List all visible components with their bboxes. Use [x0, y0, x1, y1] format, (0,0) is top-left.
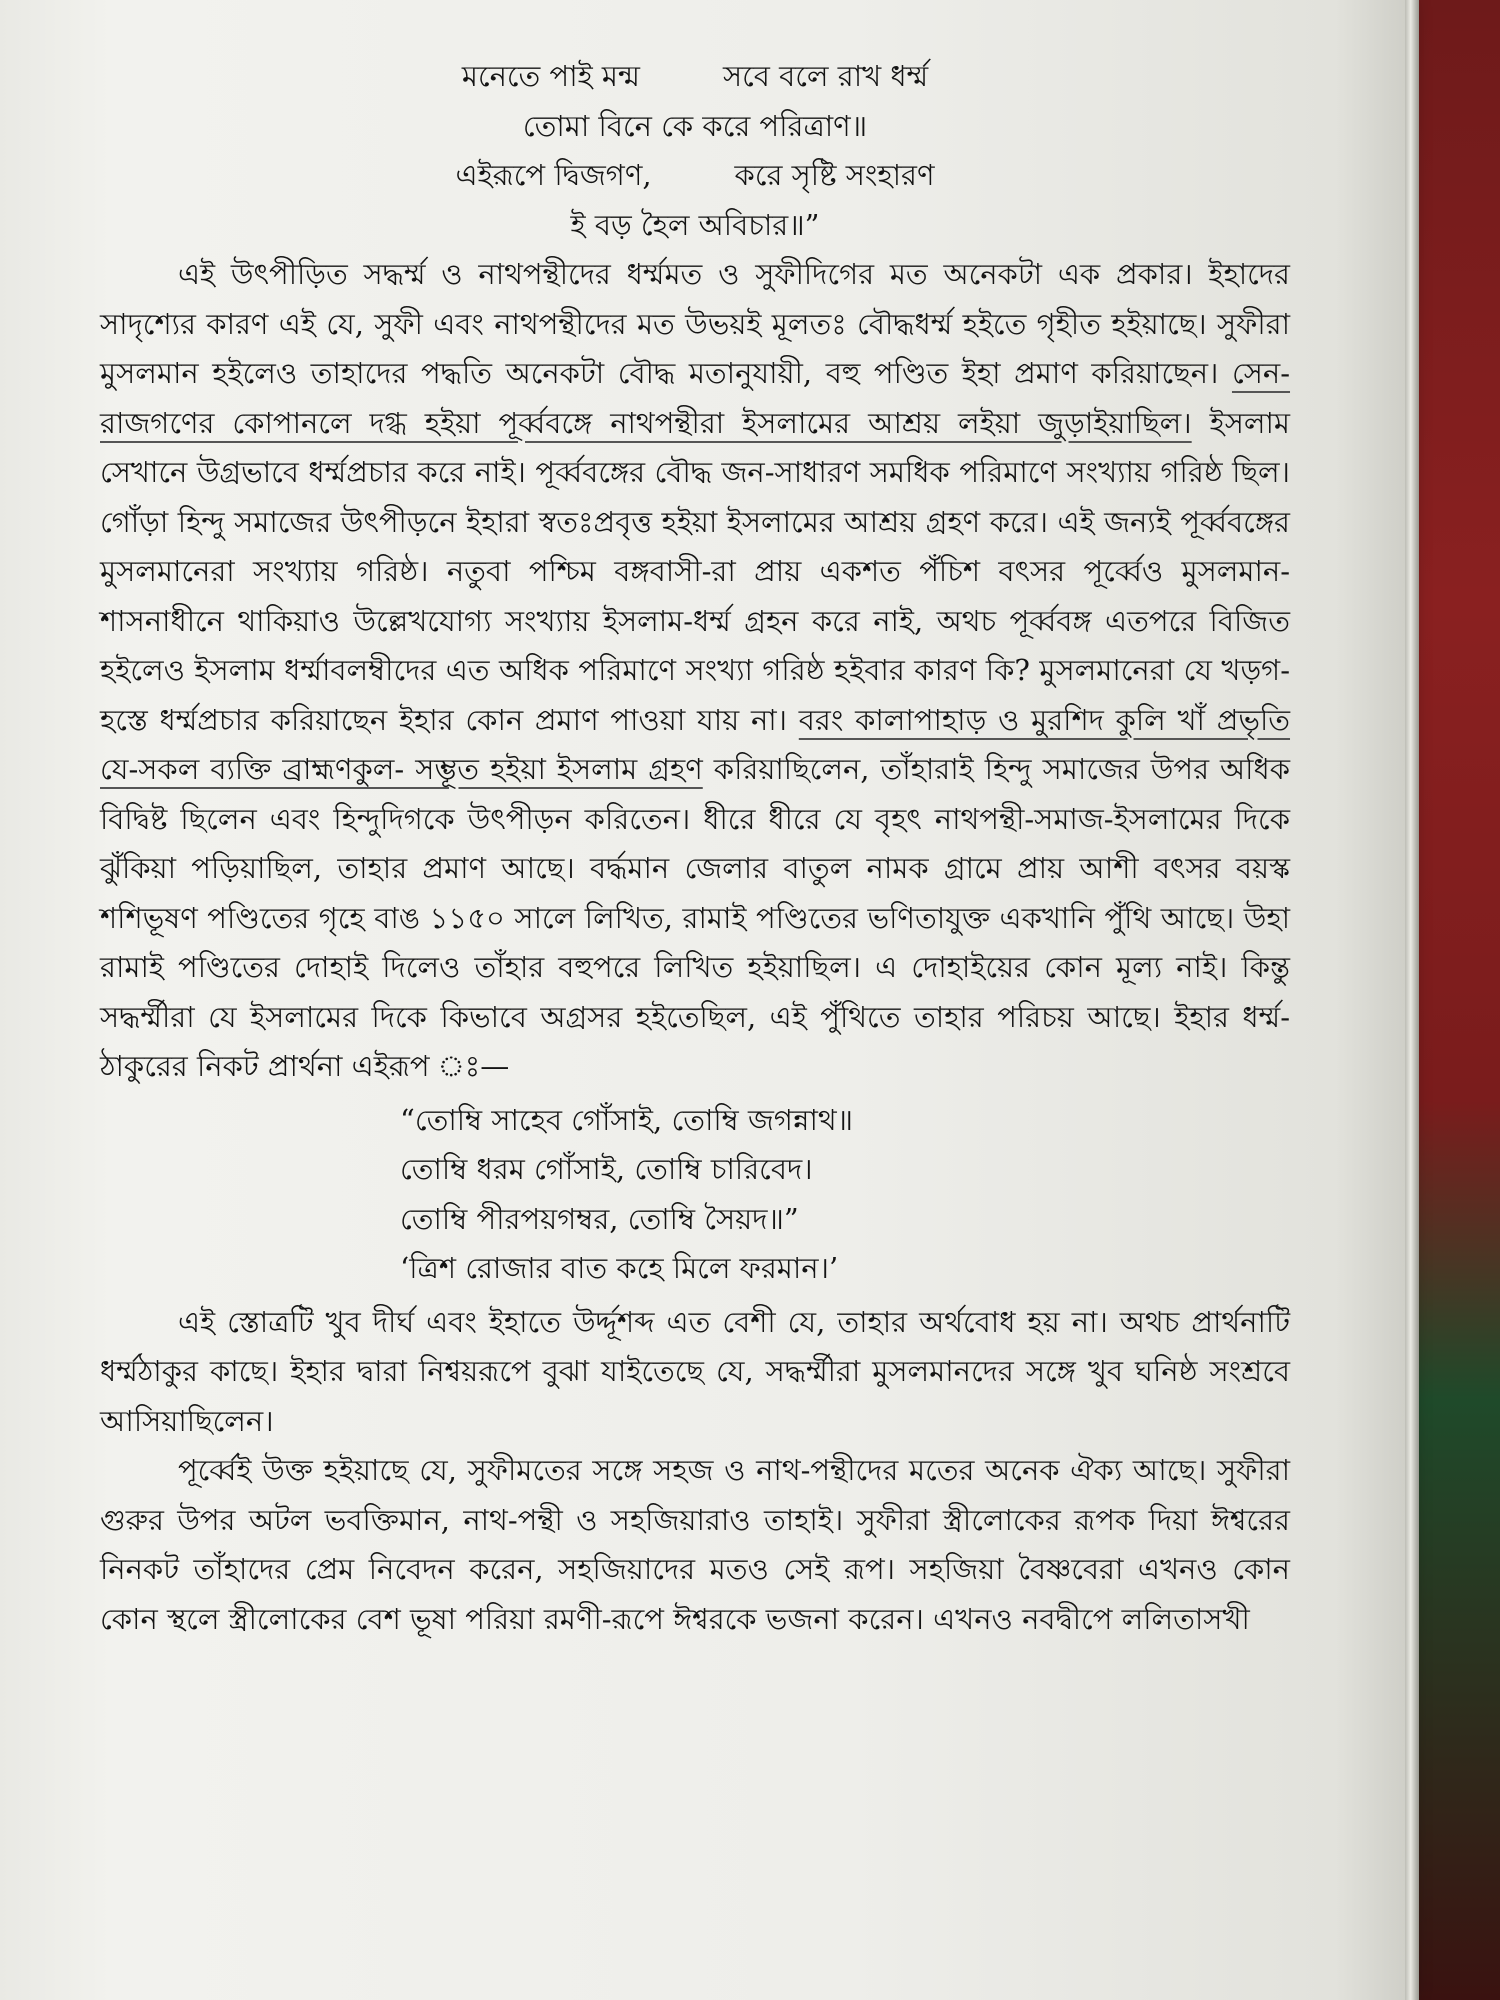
underlined-passage-1: সেন-রাজগণের কোপানলে দগ্ধ হইয়া পূর্ব্ববঙ্গে নাথপন্থীরা ইসলামের আশ্রয় লইয়া জুড়াইয়াছিল। — [100, 356, 1291, 440]
verse-line: তোম্বি পীরপয়গম্বর, তোম্বি সৈয়দ॥” — [400, 1201, 799, 1236]
paragraph-1 — [100, 250, 1290, 1092]
verse-line: “তোম্বি সাহেব গোঁসাই, তোম্বি জগন্নাথ॥ — [400, 1102, 854, 1137]
verse-line: তোম্বি ধরম গোঁসাই, তোম্বি চারিবেদ। — [400, 1152, 813, 1186]
verse-middle — [400, 1096, 1290, 1294]
verse-line: এইরূপে দ্বিজগণ, করে সৃষ্টি সংহারণ — [455, 158, 935, 192]
verse-line: ‘ত্রিশ রোজার বাত কহে মিলে ফরমান।’ — [400, 1251, 839, 1285]
paragraph-1-text-b: ইসলাম সেখানে উগ্রভাবে ধর্ম্মপ্রচার করে নাই। পূর্ব্ববঙ্গের বৌদ্ধ জন-সাধারণ সমধিক পরিমাণে সংখ্যায় গরিষ্ঠ ছিল। গোঁড়া হিন্দু সমাজের উৎপীড়নে ইহারা স্বতঃপ্রবৃত্ত হইয়া ইসলামের আশ্রয় গ্রহণ করে। এই জন্যই পূর্ব্ববঙ্গের মুসলমানেরা সংখ্যায় গরিষ্ঠ। নতুবা পশ্চিম বঙ্গবাসী-রা প্রায় একশত পঁচিশ বৎসর পূর্ব্বেও মুসলমান- শাসনাধীনে থাকিয়াও উল্লেখযোগ্য সংখ্যায় ইসলাম-ধর্ম্ম গ্রহন করে নাই, অথচ পূর্ব্ববঙ্গ এতপরে বিজিত হইলেও ইসলাম ধর্ম্মাবলম্বীদের এত অধিক পরিমাণে সংখ্যা গরিষ্ঠ হইবার কারণ কি? মুসলমানেরা যে খড়গ- হস্তে ধর্ম্মপ্রচার করিয়াছেন ইহার কোন প্রমাণ পাওয়া যায় না। — [100, 405, 1291, 737]
verse-top — [100, 52, 1290, 250]
paragraph-2: এই স্তোত্রটি খুব দীর্ঘ এবং ইহাতে উর্দ্দূশব্দ এত বেশী যে, তাহার অর্থবোধ হয় না। অথচ প্রার্থনাটি ধর্ম্মঠাকুর কাছে। ইহার দ্বারা নিশ্বয়রূপে বুঝা যাইতেছে যে, সদ্ধর্ম্মীরা মুসলমানদের সঙ্গে খুব ঘনিষ্ঠ সংশ্রবে আসিয়াছিলেন। — [100, 1304, 1290, 1438]
paragraph-1-text-a: এই উৎপীড়িত সদ্ধর্ম্ম ও নাথপন্থীদের ধর্ম্মমত ও সুফীদিগের মত অনেকটা এক প্রকার। ইহাদের সাদৃশ্যের কারণ এই যে, সুফী এবং নাথপন্থীদের মত উভয়ই মূলতঃ বৌদ্ধধর্ম্ম হইতে গৃহীত হইয়াছে। সুফীরা মুসলমান হইলেও তাহাদের পদ্ধতি অনেকটা বৌদ্ধ মতানুযায়ী, বহু পণ্ডিত ইহা প্রমাণ করিয়াছেন। — [100, 257, 1290, 390]
page-text — [100, 52, 1290, 1644]
page-edge — [1405, 0, 1419, 2000]
paragraph-1-text-c: করিয়াছিলেন, তাঁহারাই হিন্দু সমাজের উপর অধিক বিদ্বিষ্ট ছিলেন এবং হিন্দুদিগকে উৎপীড়ন করিতেন। ধীরে ধীরে যে বৃহৎ নাথপন্থী-সমাজ-ইসলামের দিকে ঝুঁকিয়া পড়িয়াছিল, তাহার প্রমাণ আছে। বৰ্দ্ধমান জেলার বাতুল নামক গ্রামে প্রায় আশী বৎসর বয়স্ক শশিভূষণ পণ্ডিতের গৃহে বাঙ ১১৫০ সালে লিখিত, রামাই পণ্ডিতের ভণিতাযুক্ত একখানি পুঁথি আছে। উহা রামাই পণ্ডিতের দোহাই দিলেও তাঁহার বহুপরে লিখিত হইয়াছিল। এ দোহাইয়ের কোন মূল্য নাই। কিন্তু সদ্ধর্ম্মীরা যে ইসলামের দিকে কিভাবে অগ্রসর হইতেছিল, এই পুঁথিতে তাহার পরিচয় আছে। ইহার ধর্ম্ম-ঠাকুরের নিকট প্রার্থনা এইরূপ ঃ— — [100, 752, 1290, 1083]
paragraph-3: পূর্ব্বেই উক্ত হইয়াছে যে, সুফীমতের সঙ্গে সহজ ও নাথ-পন্থীদের মতের অনেক ঐক্য আছে। সুফীরা গুরুর উপর অটল ভবক্তিমান, নাথ-পন্থী ও সহজিয়ারাও তাহাই। সুফীরা স্ত্রীলোকের রূপক দিয়া ঈশ্বরের নিনকট তাঁহাদের প্রেম নিবেদন করেন, সহজিয়াদের মতও সেই রূপ। সহজিয়া বৈষ্ণবেরা এখনও কোন কোন স্থলে স্ত্রীলোকের বেশ ভূষা পরিয়া রমণী-রূপে ঈশ্বরকে ভজনা করেন। এখনও নবদ্বীপে ললিতাসখী — [100, 1453, 1290, 1636]
verse-line: মনেতে পাই মন্ম সবে বলে রাখ ধর্ম্ম — [461, 59, 929, 93]
underlined-passage-2: বরং কালাপাহাড় ও মুরশিদ কুলি খাঁ প্রভৃতি যে-সকল ব্যক্তি ব্রাহ্মণকুল- সম্ভূত হইয়া ইসলাম গ্রহণ — [100, 702, 1291, 786]
verse-line: ই বড় হৈল অবিচার॥” — [570, 207, 820, 242]
verse-line: তোমা বিনে কে করে পরিত্রাণ॥ — [522, 108, 868, 143]
